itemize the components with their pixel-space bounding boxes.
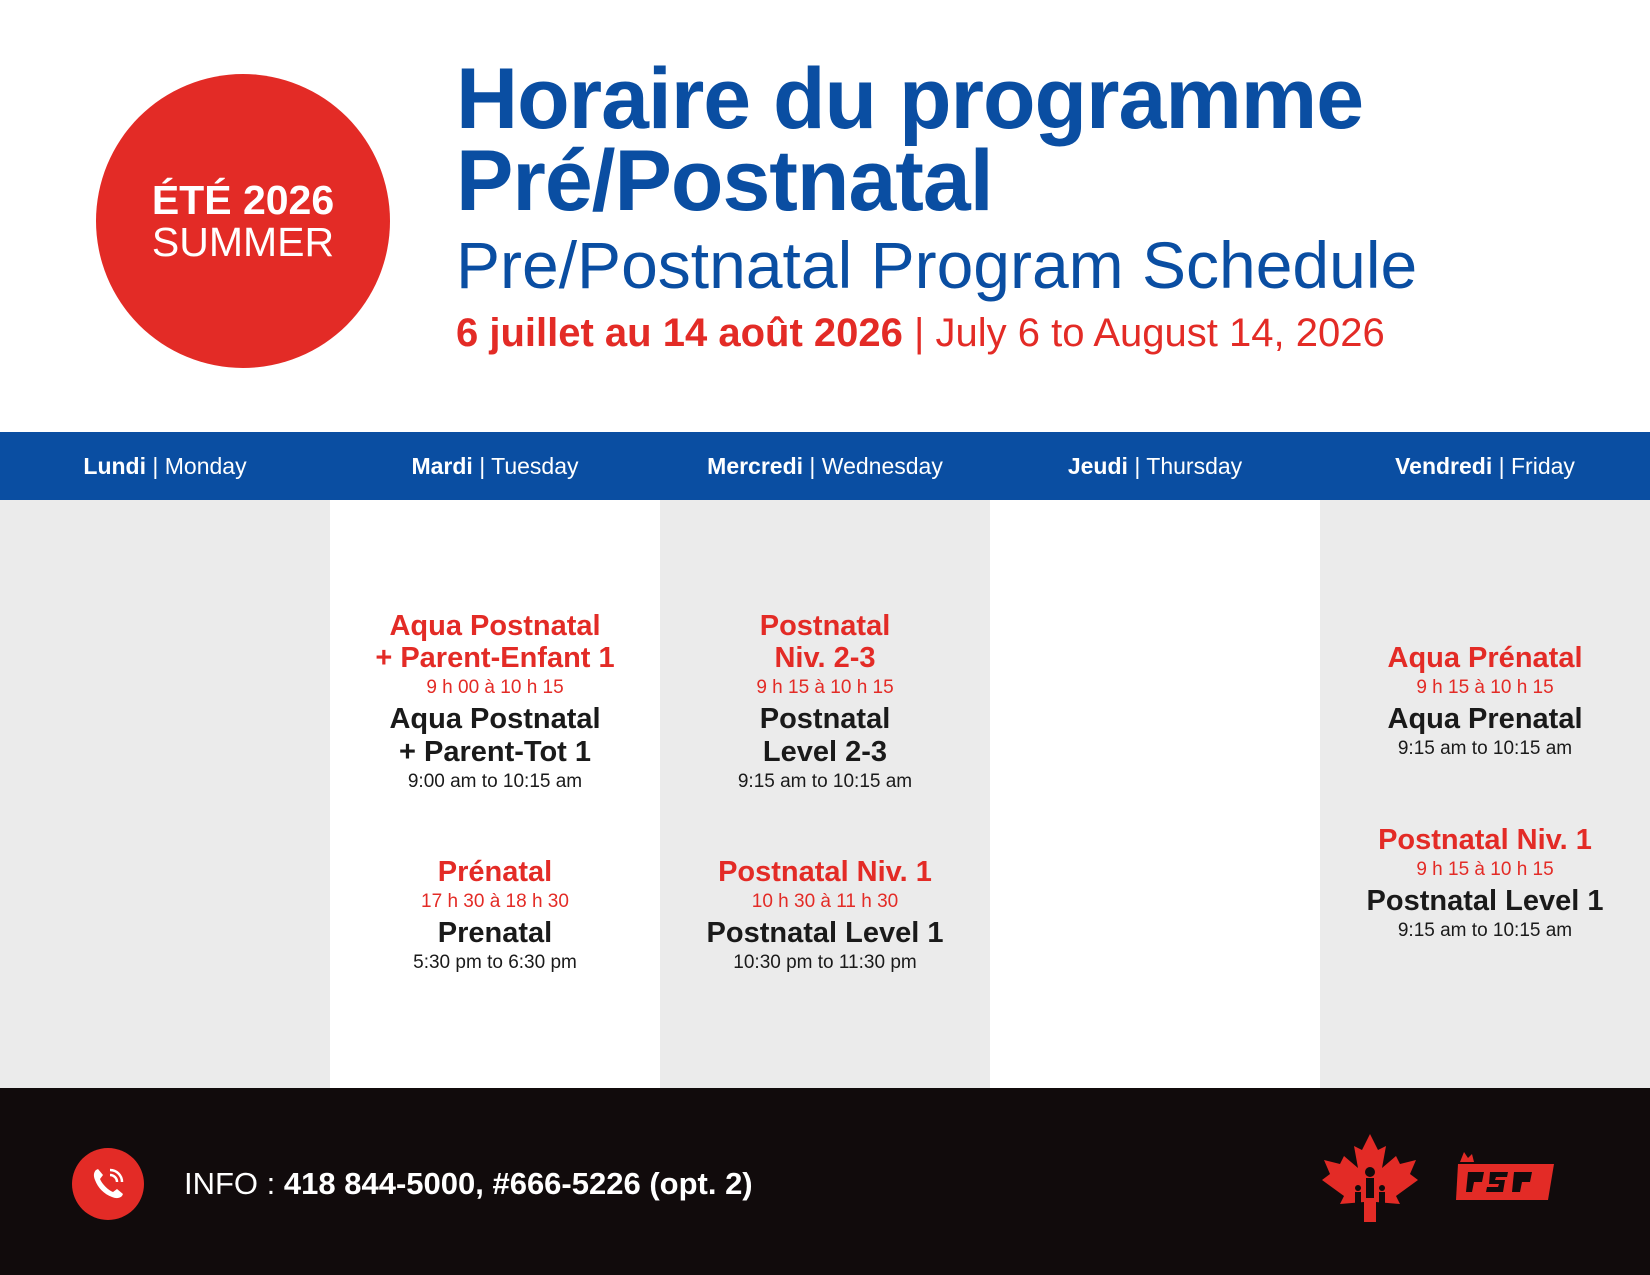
season-badge bbox=[96, 74, 390, 368]
info-phone-number[interactable]: 418 844-5000, #666-5226 (opt. 2) bbox=[283, 1166, 753, 1201]
class-time-fr: 9 h 15 à 10 h 15 bbox=[1416, 859, 1554, 880]
weekday-header-bar bbox=[0, 432, 1650, 500]
class-time-en: 9:15 am to 10:15 am bbox=[1397, 738, 1573, 759]
class-name-en-line2: + Parent-Tot 1 bbox=[398, 736, 592, 768]
date-range-fr: 6 juillet au 14 août 2026 bbox=[456, 311, 903, 355]
day-header-friday: Vendredi | Friday bbox=[1395, 453, 1575, 479]
class-name-fr-line2: Niv. 2-3 bbox=[774, 642, 876, 674]
class-name-fr: Prénatal bbox=[437, 856, 553, 888]
class-time-fr: 17 h 30 à 18 h 30 bbox=[421, 891, 569, 912]
column-friday bbox=[1320, 500, 1650, 1088]
class-time-en: 9:15 am to 10:15 am bbox=[1397, 920, 1573, 941]
class-name-en: Aqua Prenatal bbox=[1387, 703, 1583, 735]
title-fr-line2: Pré/Postnatal bbox=[456, 133, 993, 229]
title-fr-line1: Horaire du programme bbox=[456, 51, 1364, 147]
class-block bbox=[1320, 824, 1650, 945]
phone-icon[interactable] bbox=[72, 1148, 144, 1220]
class-time-en: 9:15 am to 10:15 am bbox=[737, 771, 913, 792]
class-name-en: Postnatal bbox=[759, 703, 891, 735]
class-time-fr: 9 h 15 à 10 h 15 bbox=[756, 677, 894, 698]
class-block bbox=[330, 856, 660, 977]
class-name-fr: Postnatal bbox=[759, 610, 891, 642]
day-header-thursday: Jeudi | Thursday bbox=[1067, 453, 1243, 479]
date-separator: | bbox=[913, 311, 925, 355]
class-block bbox=[330, 610, 660, 796]
class-time-fr: 10 h 30 à 11 h 30 bbox=[751, 891, 899, 912]
column-wednesday bbox=[660, 500, 990, 1088]
class-time-en: 5:30 pm to 6:30 pm bbox=[413, 952, 577, 973]
class-time-en: 10:30 pm to 11:30 pm bbox=[733, 952, 917, 973]
class-name-en: Postnatal Level 1 bbox=[706, 917, 944, 949]
column-monday bbox=[0, 500, 330, 1088]
info-contact bbox=[184, 1162, 753, 1206]
maple-leaf-family-logo bbox=[1318, 1132, 1422, 1229]
class-time-fr: 9 h 15 à 10 h 15 bbox=[1416, 677, 1554, 698]
date-range-en: July 6 to August 14, 2026 bbox=[935, 311, 1385, 355]
column-tuesday bbox=[330, 500, 660, 1088]
title-block bbox=[456, 51, 1636, 358]
class-name-fr: Aqua Postnatal bbox=[389, 610, 601, 642]
class-name-en: Aqua Postnatal bbox=[389, 703, 601, 735]
footer bbox=[0, 1088, 1650, 1275]
day-header-wednesday: Mercredi | Wednesday bbox=[707, 453, 943, 479]
day-header-tuesday: Mardi | Tuesday bbox=[411, 453, 579, 479]
class-name-en: Prenatal bbox=[437, 917, 553, 949]
class-name-fr: Postnatal Niv. 1 bbox=[718, 856, 932, 888]
class-name-fr: Aqua Prénatal bbox=[1387, 642, 1583, 674]
season-en: SUMMER bbox=[151, 219, 335, 265]
class-block bbox=[660, 610, 990, 796]
class-block bbox=[660, 856, 990, 977]
column-thursday bbox=[990, 500, 1320, 1088]
psp-logo bbox=[1454, 1148, 1560, 1213]
class-name-fr-line2: + Parent-Enfant 1 bbox=[375, 642, 615, 674]
class-time-fr: 9 h 00 à 10 h 15 bbox=[426, 677, 564, 698]
class-name-en-line2: Level 2-3 bbox=[762, 736, 888, 768]
class-name-en: Postnatal Level 1 bbox=[1366, 885, 1604, 917]
class-name-fr: Postnatal Niv. 1 bbox=[1378, 824, 1592, 856]
schedule-grid bbox=[0, 500, 1650, 1088]
day-header-monday: Lundi | Monday bbox=[83, 453, 247, 479]
class-time-en: 9:00 am to 10:15 am bbox=[407, 771, 583, 792]
class-block bbox=[1320, 642, 1650, 763]
season-fr: ÉTÉ 2026 bbox=[151, 177, 335, 223]
info-label: INFO : bbox=[184, 1166, 284, 1201]
date-range bbox=[456, 308, 1636, 358]
title-en: Pre/Postnatal Program Schedule bbox=[456, 228, 1418, 302]
